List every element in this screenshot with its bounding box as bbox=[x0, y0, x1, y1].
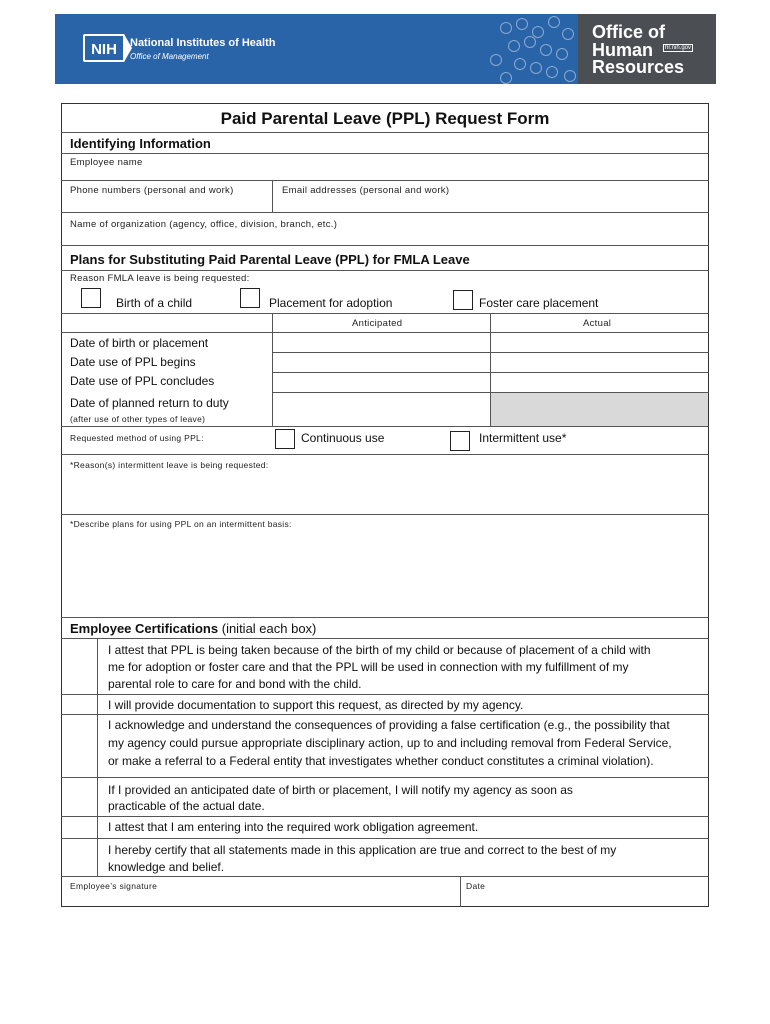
rule bbox=[61, 514, 709, 515]
row-ppl-concludes: Date use of PPL concludes bbox=[70, 374, 215, 388]
identifying-heading: Identifying Information bbox=[70, 136, 211, 151]
rule bbox=[272, 180, 273, 212]
continuous-label: Continuous use bbox=[301, 431, 385, 445]
rule bbox=[61, 332, 709, 333]
signature-label: Employee’s signature bbox=[70, 881, 158, 891]
rule bbox=[61, 714, 709, 715]
date-label: Date bbox=[466, 881, 486, 891]
cert-1-line3: parental role to care for and bond with the child. bbox=[108, 677, 362, 691]
intermittent-checkbox[interactable] bbox=[450, 431, 470, 451]
cert-4-line2: practicable of the actual date. bbox=[108, 799, 265, 813]
nih-logo: NIH bbox=[83, 34, 125, 62]
col-actual: Actual bbox=[583, 318, 612, 329]
birth-checkbox[interactable] bbox=[81, 288, 101, 308]
reasons-intermittent-label: *Reason(s) intermittent leave is being requested: bbox=[70, 460, 269, 470]
rule bbox=[61, 694, 709, 695]
actual-return-date-disabled bbox=[491, 393, 708, 426]
adoption-checkbox[interactable] bbox=[240, 288, 260, 308]
plans-heading: Plans for Substituting Paid Parental Leave (PPL) for FMLA Leave bbox=[70, 252, 470, 267]
continuous-checkbox[interactable] bbox=[275, 429, 295, 449]
rule bbox=[61, 212, 709, 213]
row-birth-placement: Date of birth or placement bbox=[70, 336, 209, 350]
rule bbox=[97, 638, 98, 876]
rule bbox=[272, 313, 273, 426]
describe-plans-label: *Describe plans for using PPL on an intermittent basis: bbox=[70, 519, 292, 529]
rule bbox=[61, 638, 709, 639]
row-return-duty: Date of planned return to duty bbox=[70, 396, 229, 410]
rule bbox=[460, 876, 461, 907]
banner-pattern bbox=[480, 14, 576, 84]
rule bbox=[61, 816, 709, 817]
method-label: Requested method of using PPL: bbox=[70, 433, 204, 443]
rule bbox=[61, 153, 709, 154]
rule bbox=[61, 313, 709, 314]
rule bbox=[61, 454, 709, 455]
cert-3-line1: I acknowledge and understand the consequences of providing a false certification (e.g., the possibility that bbox=[108, 718, 670, 732]
cert-3-line2: my agency could pursue appropriate disciplinary action, up to and including removal from Federal Service, bbox=[108, 736, 672, 750]
cert-4-line1: If I provided an anticipated date of birth or placement, I will notify my agency as soon as bbox=[108, 783, 573, 797]
ohr-logo-line2: Human bbox=[592, 40, 654, 60]
rule bbox=[61, 270, 709, 271]
ohr-url: hr.nih.gov bbox=[665, 45, 692, 51]
certifications-heading-title: Employee Certifications bbox=[70, 621, 219, 636]
ohr-logo-line3: Resources bbox=[592, 57, 685, 77]
return-note: (after use of other types of leave) bbox=[70, 414, 206, 424]
rule bbox=[61, 777, 709, 778]
intermittent-label: Intermittent use* bbox=[479, 431, 567, 445]
cert-1-line2: me for adoption or foster care and that the PPL will be used in connection with my fulfillment of my bbox=[108, 660, 629, 674]
rule bbox=[61, 876, 709, 877]
rule bbox=[61, 132, 709, 133]
email-label: Email addresses (personal and work) bbox=[282, 185, 450, 196]
foster-checkbox[interactable] bbox=[453, 290, 473, 310]
row-ppl-begins: Date use of PPL begins bbox=[70, 355, 196, 369]
form-title: Paid Parental Leave (PPL) Request Form bbox=[220, 109, 550, 128]
foster-option-label: Foster care placement bbox=[479, 296, 599, 310]
organization-label: Name of organization (agency, office, division, branch, etc.) bbox=[70, 219, 338, 230]
col-anticipated: Anticipated bbox=[352, 318, 403, 329]
reason-label: Reason FMLA leave is being requested: bbox=[70, 273, 250, 284]
cert-6-line2: knowledge and belief. bbox=[108, 860, 225, 874]
cert-5-line1: I attest that I am entering into the required work obligation agreement. bbox=[108, 820, 479, 834]
rule bbox=[61, 838, 709, 839]
rule bbox=[61, 617, 709, 618]
rule bbox=[61, 426, 709, 427]
rule bbox=[61, 245, 709, 246]
cert-2-line1: I will provide documentation to support this request, as directed by my agency. bbox=[108, 698, 524, 712]
cert-3-line3: or make a referral to a Federal entity that investigates whether conduct constitutes a criminal violation). bbox=[108, 754, 654, 768]
phone-label: Phone numbers (personal and work) bbox=[70, 185, 234, 196]
nih-office: Office of Management bbox=[130, 52, 209, 61]
cert-6-line1: I hereby certify that all statements made in this application are true and correct to the best of my bbox=[108, 843, 617, 857]
ohr-logo-line1: Office of bbox=[592, 22, 666, 42]
cert-1-line1: I attest that PPL is being taken because of the birth of my child or because of placement of a child with bbox=[108, 643, 651, 657]
birth-option-label: Birth of a child bbox=[116, 296, 193, 310]
employee-name-label: Employee name bbox=[70, 157, 143, 168]
adoption-option-label: Placement for adoption bbox=[269, 296, 393, 310]
certifications-heading bbox=[70, 621, 316, 636]
rule bbox=[61, 180, 709, 181]
nih-name: National Institutes of Health bbox=[130, 37, 276, 49]
certifications-heading-note: (initial each box) bbox=[221, 621, 317, 636]
